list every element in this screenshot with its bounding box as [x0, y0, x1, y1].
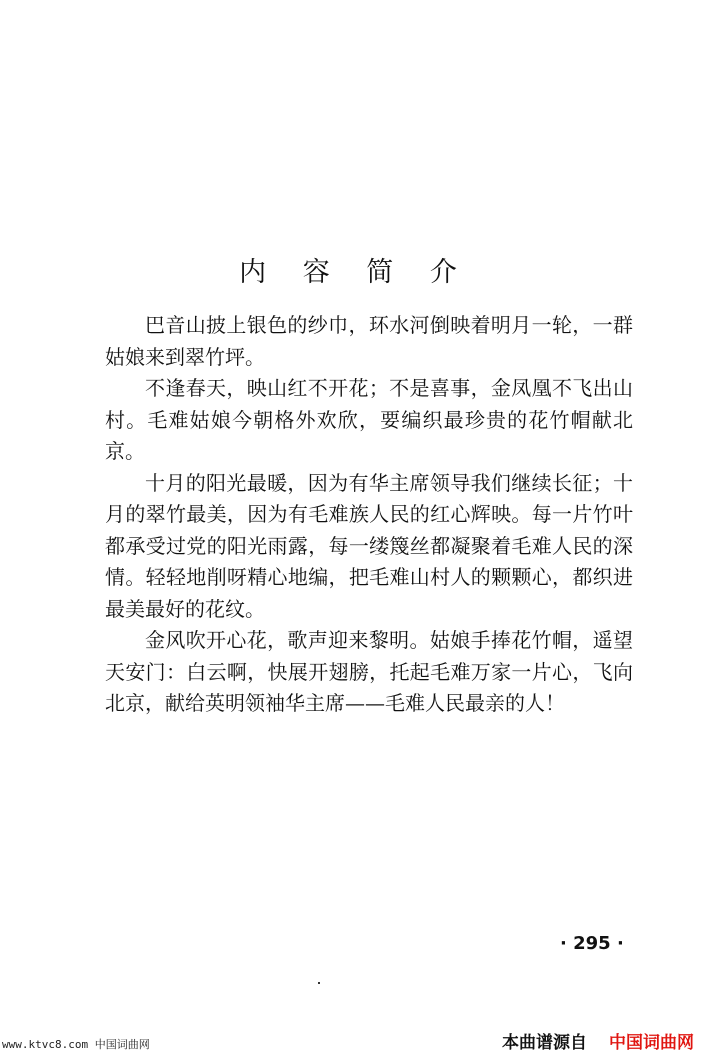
paragraph-4: 金风吹开心花，歌声迎来黎明。姑娘手捧花竹帽，遥望天安门：白云啊，快展开翅膀，托起毛难万家一片心，飞向北京，献给英明领袖华主席——毛难人民最亲的人！: [105, 628, 633, 715]
paragraph-1: 巴音山披上银色的纱巾，环水河倒映着明月一轮，一群姑娘来到翠竹坪。: [105, 313, 633, 369]
footer-source-label: 本曲谱源自: [502, 1033, 587, 1053]
footer-url-link[interactable]: www.ktvc8.com 中国词曲网: [2, 1038, 150, 1051]
page-number: · 295 ·: [560, 933, 624, 954]
summary-body: [105, 310, 633, 720]
footer-brand-link[interactable]: 中国词曲网: [609, 1033, 694, 1053]
paragraph-2: 不逢春天，映山红不开花；不是喜事，金凤凰不飞出山村。毛难姑娘今朝格外欢欣，要编织最珍贵的花竹帽献北京。: [105, 376, 633, 463]
page-title: 内 容 简 介: [239, 257, 471, 288]
paragraph-3: 十月的阳光最暖，因为有华主席领导我们继续长征；十月的翠竹最美，因为有毛难族人民的红心辉映。每一片竹叶都承受过党的阳光雨露，每一缕篾丝都凝聚着毛难人民的深情。轻轻地削呀精心地编，把毛难山村人的颗颗心，都织进最美最好的花纹。: [105, 470, 633, 621]
stray-dot: [318, 982, 320, 984]
